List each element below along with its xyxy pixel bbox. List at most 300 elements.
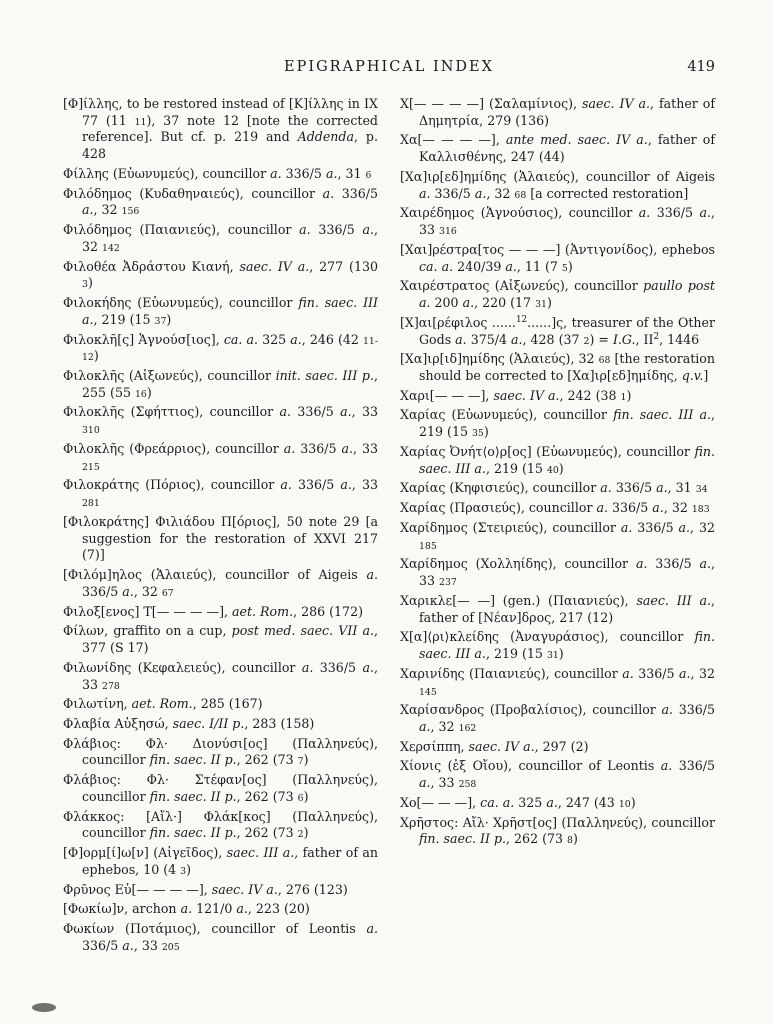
entry-text: 145 — [419, 686, 437, 698]
index-entry — [400, 205, 715, 238]
entry-text: Φιλοξ[ενος] Τ[— — — —], — [63, 603, 233, 619]
entry-text: 325 — [257, 331, 291, 347]
entry-text: ) — [93, 348, 99, 364]
entry-text: a. — [660, 758, 673, 774]
entry-text: ) — [166, 311, 172, 327]
entry-text: ) = — [589, 331, 613, 347]
entry-text: 185 — [419, 540, 437, 552]
index-entry — [400, 407, 715, 440]
entry-text: 325 — [514, 794, 547, 810]
entry-text: 316 — [439, 226, 457, 238]
entry-text: Χαρικλε[— —] (gen.) (Παιανιεύς), — [400, 592, 637, 608]
entry-text: 2 — [653, 331, 660, 342]
entry-text: Φιλοθέα Ἀδράστου Κιανή, — [63, 258, 240, 274]
entry-text: Χαρινίδης (Παιανιεύς), councillor — [400, 665, 623, 681]
entry-text: 205 — [161, 941, 180, 953]
index-entry — [63, 567, 378, 600]
entry-text: 162 — [458, 722, 477, 734]
entry-text: a. — [699, 556, 711, 572]
index-entry — [400, 132, 715, 165]
entry-text: [Χα]ιρ[ιδ]ημίδης (Ἁλαιεύς), 32 — [400, 351, 599, 367]
entry-text: [Φωκίω]ν, archon — [63, 901, 181, 917]
entry-text: fin. saec. III a. — [419, 629, 715, 662]
entry-text: saec. IV a. — [211, 881, 278, 897]
entry-text: , 32 — [690, 519, 715, 535]
index-entry — [63, 222, 378, 255]
entry-text: Addenda — [297, 129, 354, 145]
entry-text: Χαιρέστρατος (Αἰξωνεύς), councillor — [400, 278, 644, 294]
entry-text: a. — [678, 665, 691, 681]
entry-text: Χαρίας (Πρασιεύς), councillor — [400, 500, 597, 516]
entry-text: Φλάβιος: Φλ· Στέφαν[ος] (Παλληνεύς), councillor — [63, 772, 378, 804]
entry-text: , 219 (15 — [485, 460, 547, 476]
entry-text: , 33 — [351, 477, 378, 493]
index-entry — [400, 815, 715, 848]
entry-text: a. — [283, 440, 296, 456]
entry-text: fin. saec. II p. — [149, 788, 237, 804]
entry-text: Φιλοκράτης (Πόριος), councillor — [63, 477, 281, 493]
entry-text: [Φιλόμ]ηλος (Ἁλαιεύς), councillor of Aigeis — [63, 567, 367, 583]
entry-text: Φιλοκλῆ[ς] Ἁγνούσ[ιος], — [63, 331, 224, 347]
entry-text: Φιλωτίνη, — [63, 696, 132, 712]
entry-text: 336/5 — [281, 165, 326, 181]
entry-text: , 283 (158) — [244, 715, 315, 731]
index-entry — [63, 368, 378, 401]
entry-text: a. — [678, 519, 691, 535]
entry-text: saec. I/II p. — [172, 715, 245, 731]
entry-text: 11-12 — [82, 335, 378, 364]
entry-text: 336/5 — [313, 659, 363, 675]
entry-text: , 223 (20) — [247, 901, 310, 917]
entry-text: fin. saec. II p. — [149, 752, 237, 768]
index-entry — [400, 96, 715, 129]
entry-text: 336/5 — [673, 702, 716, 718]
entry-text: , 33 — [419, 556, 715, 589]
entry-text: Φιλόδημος (Παιανιεύς), councillor — [63, 222, 300, 238]
entry-text: Χαρίδημος (Χολληίδης), councillor — [400, 556, 636, 572]
entry-text: Φλάβιος: Φλ· Διονύσι[ος] (Παλληνεύς), councillor — [63, 735, 378, 768]
entry-text: , 242 (38 — [559, 387, 621, 403]
running-head-title: EPIGRAPHICAL INDEX — [284, 59, 494, 75]
entry-text: fin. saec. II p. — [149, 825, 237, 841]
entry-text: , 262 (73 — [236, 788, 298, 804]
entry-text: 336/5 — [310, 222, 363, 238]
entry-text: , II — [635, 331, 654, 347]
entry-text: a. — [656, 480, 668, 496]
entry-text: I.G. — [612, 331, 636, 347]
entry-text: , 33 — [351, 404, 378, 420]
entry-text: a. — [279, 404, 292, 420]
entry-text: Χίονις (ἐξ Οἴου), councillor of Leontis — [400, 758, 661, 774]
entry-text: a. — [340, 477, 352, 493]
entry-text: a. — [622, 665, 634, 681]
index-entry — [63, 332, 378, 365]
entry-text: , 255 (55 — [82, 368, 378, 400]
entry-text: ca. a. — [223, 331, 258, 347]
entry-text: Χαρι[— — —], — [400, 387, 494, 403]
entry-text: [Χαι]ρέστρα[τος — — —] (Ἀντιγονίδος), ephebos — [400, 241, 715, 257]
entry-text: a. — [325, 165, 338, 181]
index-entry — [63, 604, 378, 621]
entry-text: Χαρίας (Κηφισιεύς), councillor — [400, 480, 601, 496]
entry-text: ) — [558, 646, 564, 662]
entry-text: aet. Rom. — [131, 696, 193, 712]
entry-text: Χ[— — — —] (Σαλαμίνιος), — [400, 96, 583, 111]
entry-text: [a corrected restoration] — [526, 185, 689, 201]
entry-text: 1 — [620, 391, 627, 403]
index-entry — [63, 716, 378, 733]
entry-text: [Χα]ιρ[εδ]ημίδης (Ἁλαιεύς), councillor of Aigeis — [400, 168, 715, 184]
entry-text: , 285 (167) — [192, 696, 263, 712]
index-entry — [400, 278, 715, 311]
entry-text: , 32 — [663, 500, 692, 516]
entry-text: , 32 — [93, 202, 122, 218]
index-entry — [63, 660, 378, 693]
entry-text: a. — [322, 185, 335, 201]
entry-text: Χαιρέδημος (Ἁγνούσιος), councillor — [400, 205, 639, 221]
entry-text: , 219 (15 — [93, 311, 155, 327]
entry-text: saec. IV a. — [239, 258, 310, 274]
entry-text: a. — [366, 567, 378, 583]
entry-text: 336/5 — [632, 519, 679, 535]
index-entry — [400, 629, 715, 662]
entry-text: 68 — [514, 189, 527, 201]
entry-text: a. — [652, 500, 664, 516]
entry-text: 5 — [561, 262, 568, 274]
entry-text: 3 — [180, 865, 187, 877]
entry-text: a. — [419, 295, 431, 311]
entry-text: a. — [462, 295, 475, 311]
entry-text: 67 — [161, 587, 174, 599]
entry-text: 336/5 — [672, 758, 716, 774]
entry-text: Φρῦνος Εὐ[— — — —], — [63, 881, 212, 897]
entry-text: , 262 (73 — [506, 831, 568, 847]
entry-text: Χρῆστος: Αἴλ· Χρῆστ[ος] (Παλληνεύς), councillor — [400, 814, 715, 830]
entry-text: fin. saec. III a. — [82, 295, 378, 327]
entry-text: ) — [546, 295, 552, 311]
index-entry — [63, 623, 378, 656]
index-entry — [63, 882, 378, 899]
entry-text: Χαρίας Ὀνήτ⟨ο⟩ρ[ος] (Εὐωνυμεύς), councillor — [400, 443, 695, 459]
entry-text: ) — [626, 387, 632, 403]
entry-text: 336/5 — [334, 185, 378, 201]
entry-text: a. — [299, 222, 311, 238]
entry-text: saec. IV a. — [468, 738, 535, 754]
entry-text: , 32 — [486, 185, 515, 201]
index-entry — [400, 666, 715, 699]
entry-text: a. — [635, 556, 648, 572]
entry-text: Χερσίππη, — [400, 738, 469, 754]
entry-text: ] — [703, 368, 709, 384]
entry-text: ) — [87, 275, 93, 291]
entry-text: 156 — [121, 206, 140, 218]
entry-text: 336/5 — [291, 477, 341, 493]
index-entry — [400, 351, 715, 384]
entry-text: a. — [362, 659, 374, 675]
entry-text: [Φιλοκράτης] Φιλιάδου Π[όριος], 50 note 29 [a suggestion for the restoration of XXVI 217 (7)] — [63, 513, 378, 563]
entry-text: 2 — [297, 829, 304, 841]
entry-text: a. — [122, 937, 134, 953]
entry-text: , 11 (7 — [516, 258, 562, 274]
entry-text: 258 — [458, 779, 477, 791]
entry-text: Χαρίδημος (Στειριεύς), councillor — [400, 519, 621, 535]
index-entry — [63, 772, 378, 805]
index-entry — [400, 500, 715, 517]
entry-text: ) — [558, 460, 564, 476]
entry-text: 40 — [546, 464, 559, 476]
entry-text: 37 — [154, 315, 167, 327]
entry-text: 183 — [691, 504, 710, 516]
index-entry — [63, 514, 378, 564]
entry-text: a. — [546, 794, 558, 810]
entry-text: Φίλων, graffito on a cup, — [63, 623, 232, 639]
entry-text: , p. 428 — [82, 129, 378, 162]
entry-text: 336/5 — [430, 185, 475, 201]
entry-text: 310 — [82, 425, 100, 437]
entry-text: ) — [186, 861, 192, 877]
right-column — [400, 96, 715, 958]
index-entry — [400, 795, 715, 812]
entry-text: a. — [82, 202, 94, 218]
entry-text: post med. saec. VII a. — [231, 623, 374, 639]
entry-text: Χα[— — — —], — [400, 132, 506, 148]
index-entry — [63, 186, 378, 219]
entry-text: a. — [280, 477, 292, 493]
scan-artifact — [32, 1003, 56, 1012]
entry-text: 16 — [134, 388, 147, 400]
entry-text: 200 — [430, 295, 463, 311]
entry-text: 12 — [515, 314, 528, 325]
entry-text: a. — [270, 165, 282, 181]
entry-text: a. — [699, 205, 711, 221]
entry-text: Φλάκκος: [Αἴλ·] Φλάκ[κος] (Παλληνεύς), councillor — [63, 808, 378, 841]
entry-text: , 286 (172) — [293, 603, 363, 619]
entry-text: a. — [301, 659, 314, 675]
entry-text: init. saec. III p. — [275, 368, 374, 384]
entry-text: ) — [303, 788, 309, 804]
page-number: 419 — [687, 59, 715, 75]
entry-text: a. — [455, 331, 467, 347]
index-entry — [63, 921, 378, 954]
entry-text: , 33 — [419, 205, 715, 238]
index-columns — [63, 96, 715, 958]
entry-text: ) — [567, 258, 573, 274]
entry-text: a. — [180, 901, 193, 917]
entry-text: , 262 (73 — [236, 825, 298, 841]
entry-text: ) — [303, 825, 309, 841]
page-header — [63, 59, 715, 81]
entry-text: Φλαβία Αὐξησώ, — [63, 715, 173, 731]
entry-text: [Φ]ορμ[ί]ω[ν] (Αἰγεῖδος), — [63, 845, 227, 861]
entry-text: fin. saec. III a. — [613, 407, 711, 423]
entry-text: , 220 (17 — [474, 295, 536, 311]
entry-text: , 1446 — [659, 331, 700, 347]
entry-text: , 32 — [430, 718, 459, 734]
entry-text: , 32 — [690, 665, 715, 681]
index-entry — [63, 696, 378, 713]
entry-text: 121/0 — [192, 901, 237, 917]
entry-text: 336/5 — [633, 665, 679, 681]
entry-text: ) — [572, 831, 578, 847]
entry-text: a. — [362, 222, 374, 238]
entry-text: 375/4 — [466, 331, 511, 347]
entry-text: a. — [638, 205, 651, 221]
entry-text: ca. a. — [419, 258, 454, 274]
entry-text: fin. saec. III a. — [419, 443, 715, 476]
entry-text: Χαρίσανδρος (Προβαλίσιος), councillor — [400, 702, 662, 718]
index-entry — [400, 758, 715, 791]
entry-text: ......]ς, treasurer of the Other Gods — [419, 314, 715, 347]
index-entry — [63, 404, 378, 437]
entry-text: , 219 (15 — [419, 407, 715, 440]
entry-text: , 247 (43 — [557, 794, 619, 810]
index-entry — [63, 166, 378, 183]
entry-text: Φιλόδημος (Κυδαθηναιεύς), councillor — [63, 185, 323, 201]
entry-text: 142 — [102, 242, 120, 254]
entry-text: a. — [511, 331, 523, 347]
entry-text: a. — [290, 331, 302, 347]
index-entry — [63, 477, 378, 510]
entry-text: 278 — [102, 680, 120, 692]
index-entry — [63, 901, 378, 918]
entry-text: 2 — [583, 335, 590, 347]
entry-text: ), 37 note 12 [note the corrected reference]. But cf. p. 219 and — [82, 112, 378, 145]
entry-text: a. — [341, 440, 353, 456]
entry-text: a. — [419, 185, 431, 201]
index-entry — [63, 441, 378, 474]
index-entry — [63, 295, 378, 328]
entry-text: Φιλοκήδης (Εὐωνυμεύς), councillor — [63, 295, 299, 311]
entry-text: ) — [483, 424, 489, 440]
entry-text: a. — [236, 901, 248, 917]
entry-text: [Χ]αι[ρέφιλος ...... — [400, 314, 516, 330]
index-entry — [63, 259, 378, 292]
entry-text: 35 — [471, 428, 484, 440]
index-entry — [400, 444, 715, 477]
entry-text: , 31 — [337, 165, 366, 181]
entry-text: saec. III a. — [226, 845, 295, 861]
entry-text: 237 — [439, 577, 457, 589]
entry-text: a. — [474, 185, 487, 201]
entry-text: , 33 — [133, 937, 162, 953]
entry-text: 336/5 — [295, 440, 342, 456]
entry-text: 336/5 — [650, 205, 700, 221]
entry-text: fin. saec. II p. — [419, 831, 507, 847]
entry-text: paullo post — [643, 278, 715, 294]
entry-text: , 428 (37 — [522, 331, 584, 347]
entry-text: Χ[α]⟨ρι⟩κλείδης (Ἀναγυράσιος), councillor — [400, 629, 695, 645]
index-entry — [400, 593, 715, 626]
entry-text: a. — [596, 500, 608, 516]
entry-text: 336/5 — [647, 556, 700, 572]
index-entry — [400, 315, 715, 348]
entry-text: 7 — [297, 756, 304, 768]
entry-text: 31 — [535, 299, 547, 311]
entry-text: aet. Rom. — [232, 603, 294, 619]
entry-text: Χο[— — —], — [400, 794, 481, 810]
index-entry — [400, 242, 715, 275]
entry-text: , father of Καλλισθένης, 247 (44) — [419, 132, 715, 165]
entry-text: , 219 (15 — [485, 646, 547, 662]
entry-text: a. — [366, 921, 378, 937]
entry-text: 3 — [82, 279, 88, 291]
entry-text: a. — [505, 258, 517, 274]
entry-text: a. — [419, 775, 431, 791]
entry-text: 6 — [365, 169, 372, 181]
entry-text: 336/5 — [291, 404, 341, 420]
entry-text: saec. IV a. — [493, 387, 560, 403]
entry-text: , father of an ephebos, 10 (4 — [82, 845, 378, 877]
entry-text: , 297 (2) — [534, 738, 589, 754]
index-entry — [63, 736, 378, 769]
entry-text: a. — [600, 480, 612, 496]
entry-text: 68 — [598, 355, 611, 367]
entry-text: Φιλωνίδης (Κεφαλειεύς), councillor — [63, 659, 302, 675]
entry-text: ) — [630, 794, 636, 810]
entry-text: Φιλοκλῆς (Αἰξωνεύς), councillor — [63, 368, 276, 384]
entry-text: , 276 (123) — [277, 881, 348, 897]
index-entry — [400, 388, 715, 405]
entry-text: 6 — [297, 792, 304, 804]
index-entry — [400, 169, 715, 202]
entry-text: Φιλοκλῆς (Φρεάρριος), councillor — [63, 440, 284, 456]
entry-text: Φωκίων (Ποτάμιος), councillor of Leontis — [63, 921, 367, 937]
entry-text: , 277 (130 — [309, 258, 379, 274]
entry-text: a. — [419, 718, 431, 734]
entry-text: 34 — [695, 484, 708, 496]
entry-text: Χαρίας (Εὐωνυμεύς), councillor — [400, 407, 614, 423]
entry-text: Φίλλης (Εὐωνυμεύς), councillor — [63, 165, 271, 181]
entry-text: 11 — [134, 116, 147, 128]
entry-text: 336/5 — [82, 937, 123, 953]
entry-text: [Φ]ίλλης, to be restored instead of [Κ]ίλλης in IX 77 (11 — [63, 96, 378, 128]
entry-text: 336/5 — [607, 500, 653, 516]
entry-text: , 32 — [133, 583, 162, 599]
entry-text: 240/39 — [453, 258, 506, 274]
index-entry — [400, 556, 715, 589]
index-entry — [400, 480, 715, 497]
index-entry — [400, 702, 715, 735]
index-entry — [400, 739, 715, 756]
entry-text: ca. a. — [480, 794, 515, 810]
index-entry — [63, 845, 378, 878]
entry-text: 31 — [546, 650, 559, 662]
entry-text: , 33 — [82, 659, 378, 692]
entry-text: a. — [620, 519, 633, 535]
left-column — [63, 96, 378, 958]
entry-text: 336/5 — [82, 583, 123, 599]
entry-text: , father of [Νέαν]δρος, 217 (12) — [419, 592, 715, 625]
entry-text: ) — [303, 752, 309, 768]
index-entry — [400, 520, 715, 553]
entry-text: , 33 — [430, 775, 459, 791]
entry-text: 10 — [618, 798, 631, 810]
index-entry — [63, 96, 378, 163]
entry-text: a. — [122, 583, 134, 599]
entry-text: , 262 (73 — [236, 752, 298, 768]
entry-text: 8 — [567, 835, 573, 847]
entry-text: 281 — [82, 498, 100, 510]
entry-text: ante med. saec. IV a. — [505, 132, 648, 148]
entry-text: , father of Δημητρία, 279 (136) — [419, 96, 715, 128]
entry-text: saec. IV a. — [582, 96, 651, 111]
entry-text: ) — [146, 384, 152, 400]
entry-text: , 246 (42 — [301, 331, 363, 347]
entry-text: saec. III a. — [636, 592, 711, 608]
entry-text: a. — [340, 404, 352, 420]
entry-text: a. — [661, 702, 674, 718]
entry-text: [the restoration should be corrected to [Χα]ιρ[εδ]ημίδης, — [419, 351, 716, 384]
